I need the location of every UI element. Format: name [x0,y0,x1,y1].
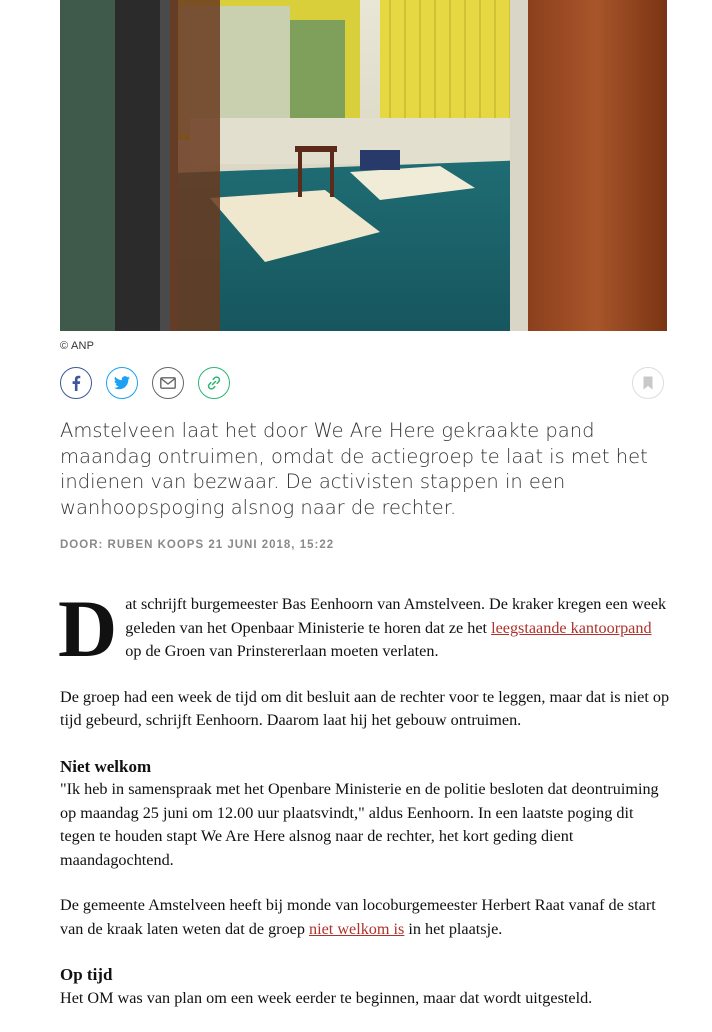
paragraph-text: at schrijft burgemeester Bas Eenhoorn van Amstelveen. De kraker kregen een week geleden van het Openbaar Ministerie te horen dat ze het [125,595,667,637]
article-body [58,583,670,1032]
photo-credit: © ANP [60,340,95,352]
bookmark-icon [643,376,653,390]
paragraph-text: De gemeente Amstelveen heeft bij monde van locoburgemeester Herbert Raat vanaf de start van de kraak laten weten dat de groep [60,896,656,938]
article-paragraph: De groep had een week de tijd om dit besluit aan de rechter voor te leggen, maar dat is niet op tijd gebeurd, schrijft Eenhoorn. Daarom laat hij het gebouw ontruimen. [60,687,670,729]
article-paragraph: Het OM was van plan om een week eerder te beginnen, maar dat wordt uitgesteld. [60,988,593,1007]
article-paragraph [58,583,670,674]
copy-link-button[interactable] [198,367,230,399]
article-paragraph: "Ik heb in samenspraak met het Openbare Ministerie en de politie besloten dat deontruiming op maandag 25 juni om 12.00 uur plaatsvindt," aldus Eenhoorn. In een laatste poging dit tegen te houden stapt We Are Here alsnog naar de rechter, het kort geding dient maandagochtend. [60,780,659,869]
twitter-icon [114,376,130,390]
share-twitter-button[interactable] [106,367,138,399]
drop-cap: D [58,583,118,674]
paragraph-text: in het plaatsje. [404,919,503,938]
article-lead: Amstelveen laat het door We Are Here gekraakte pand maandag ontruimen, omdat de actiegroep te laat is met het indienen van bezwaar. De activisten stappen in een wanhoopspoging alsnog naar de rechter. [60,419,648,519]
subheading-niet-welkom: Niet welkom [60,756,152,776]
office-room-photo [60,0,667,331]
article-byline: DOOR: RUBEN KOOPS 21 JUNI 2018, 15:22 [60,539,335,551]
facebook-icon [69,375,83,391]
link-icon [206,375,222,391]
share-mail-button[interactable] [152,367,184,399]
mail-icon [160,377,176,389]
paragraph-text: op de Groen van Prinstererlaan moeten verlaten. [125,642,439,660]
link-niet-welkom-is[interactable]: niet welkom is [309,919,405,938]
link-leegstaande-kantoorpand[interactable]: leegstaande kantoorpand [491,618,652,637]
article-paragraph [60,894,670,941]
hero-photo [60,0,667,331]
bookmark-button[interactable] [632,367,664,399]
share-facebook-button[interactable] [60,367,92,399]
subheading-op-tijd: Op tijd [60,965,113,984]
